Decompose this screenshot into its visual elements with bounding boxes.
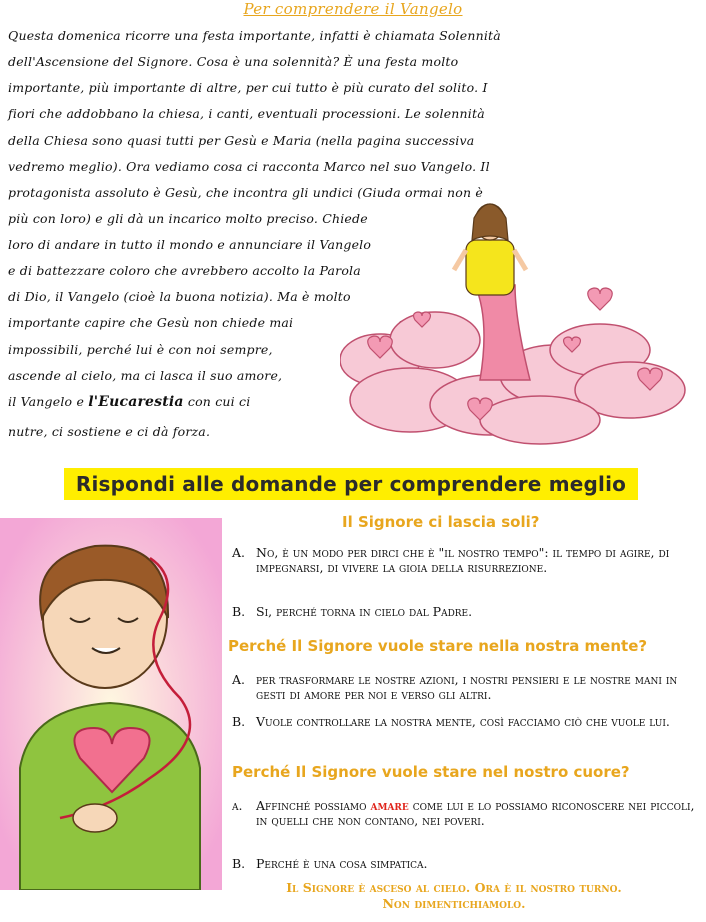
answer-1b (232, 604, 698, 619)
amare-highlight: amare (370, 798, 409, 813)
ascending-jesus-illustration (340, 200, 700, 455)
answer-3a (232, 798, 698, 828)
intro-line: dell'Ascensione del Signore. Cosa è una solennità? È una festa molto (8, 54, 459, 69)
intro-text: con cui ci (183, 394, 251, 409)
answer-1a (232, 545, 698, 575)
intro-line: nutre, ci sostiene e ci dà forza. (8, 424, 211, 439)
answer-2b (232, 714, 698, 729)
intro-text: il Vangelo e (8, 394, 89, 409)
page-title: Per comprendere il Vangelo (243, 0, 463, 18)
eucarestia-emphasis: l'Eucarestia (88, 394, 184, 410)
intro-line: Questa domenica ricorre una festa importante, infatti è chiamata Solennità (8, 28, 501, 43)
answer-text: Vuole controllare la nostra mente, così facciamo ciò che vuole lui. (256, 714, 670, 729)
answer-3b (232, 856, 698, 871)
intro-line: importante, più importante di altre, per cui tutto è più curato del solito. I (8, 80, 488, 95)
intro-line: impossibili, perché lui è con noi sempre, (8, 342, 273, 357)
answer-text-post: come lui e lo possiamo riconoscere nei piccoli, in quelli che non contano, nei poveri. (256, 798, 695, 828)
intro-line: della Chiesa sono quasi tutti per Gesù e Maria (nella pagina successiva (8, 133, 475, 148)
answer-text: Si, perché torna in cielo dal Padre. (256, 604, 473, 619)
closing-line-2: Non dimentichiamolo. (382, 896, 526, 911)
answer-label: A. (232, 545, 246, 560)
intro-line: protagonista assoluto è Gesù, che incontra gli undici (Giuda ormai non è (8, 185, 483, 200)
intro-line-eucarestia (8, 394, 250, 410)
question-2: Perché Il Signore vuole stare nella nostra mente? (228, 637, 648, 655)
intro-line: ascende al cielo, ma ci lasca il suo amore, (8, 368, 283, 383)
intro-line: fiori che addobbano la chiesa, i canti, eventuali processioni. Le solennità (8, 106, 485, 121)
intro-line: vedremo meglio). Ora vediamo cosa ci racconta Marco nel suo Vangelo. Il (8, 159, 490, 174)
intro-line: più con loro) e gli dà un incarico molto preciso. Chiede (8, 211, 368, 226)
answer-2a (232, 672, 698, 702)
intro-line: di Dio, il Vangelo (cioè la buona notizia). Ma è molto (8, 289, 351, 304)
boy-holding-heart-illustration (0, 518, 222, 890)
closing-line-1: Il Signore è asceso al cielo. Ora è il nostro turno. (286, 880, 622, 895)
section-banner: Rispondi alle domande per comprendere meglio (64, 468, 638, 500)
question-1: Il Signore ci lascia soli? (342, 513, 540, 531)
intro-line: loro di andare in tutto il mondo e annunciare il Vangelo (8, 237, 372, 252)
answer-label: B. (232, 714, 246, 729)
closing-message (214, 880, 694, 912)
answer-text: Perché è una cosa simpatica. (256, 856, 428, 871)
answer-label: B. (232, 856, 246, 871)
answer-text: per trasformare le nostre azioni, i nostri pensieri e le nostre mani in gesti di amore per noi e verso gli altri. (256, 672, 678, 702)
answer-label: a. (232, 798, 243, 813)
answer-text (256, 798, 698, 828)
intro-line: e di battezzare coloro che avrebbero accolto la Parola (8, 263, 361, 278)
answer-text-pre: Affinché possiamo (256, 798, 371, 813)
answer-text: No, è un modo per dirci che è "il nostro tempo": il tempo di agire, di impegnarsi, di vivere la gioia della risurrezione. (256, 545, 670, 575)
intro-line: importante capire che Gesù non chiede mai (8, 315, 294, 330)
answer-label: B. (232, 604, 246, 619)
question-3: Perché Il Signore vuole stare nel nostro cuore? (232, 763, 630, 781)
answer-label: A. (232, 672, 246, 687)
